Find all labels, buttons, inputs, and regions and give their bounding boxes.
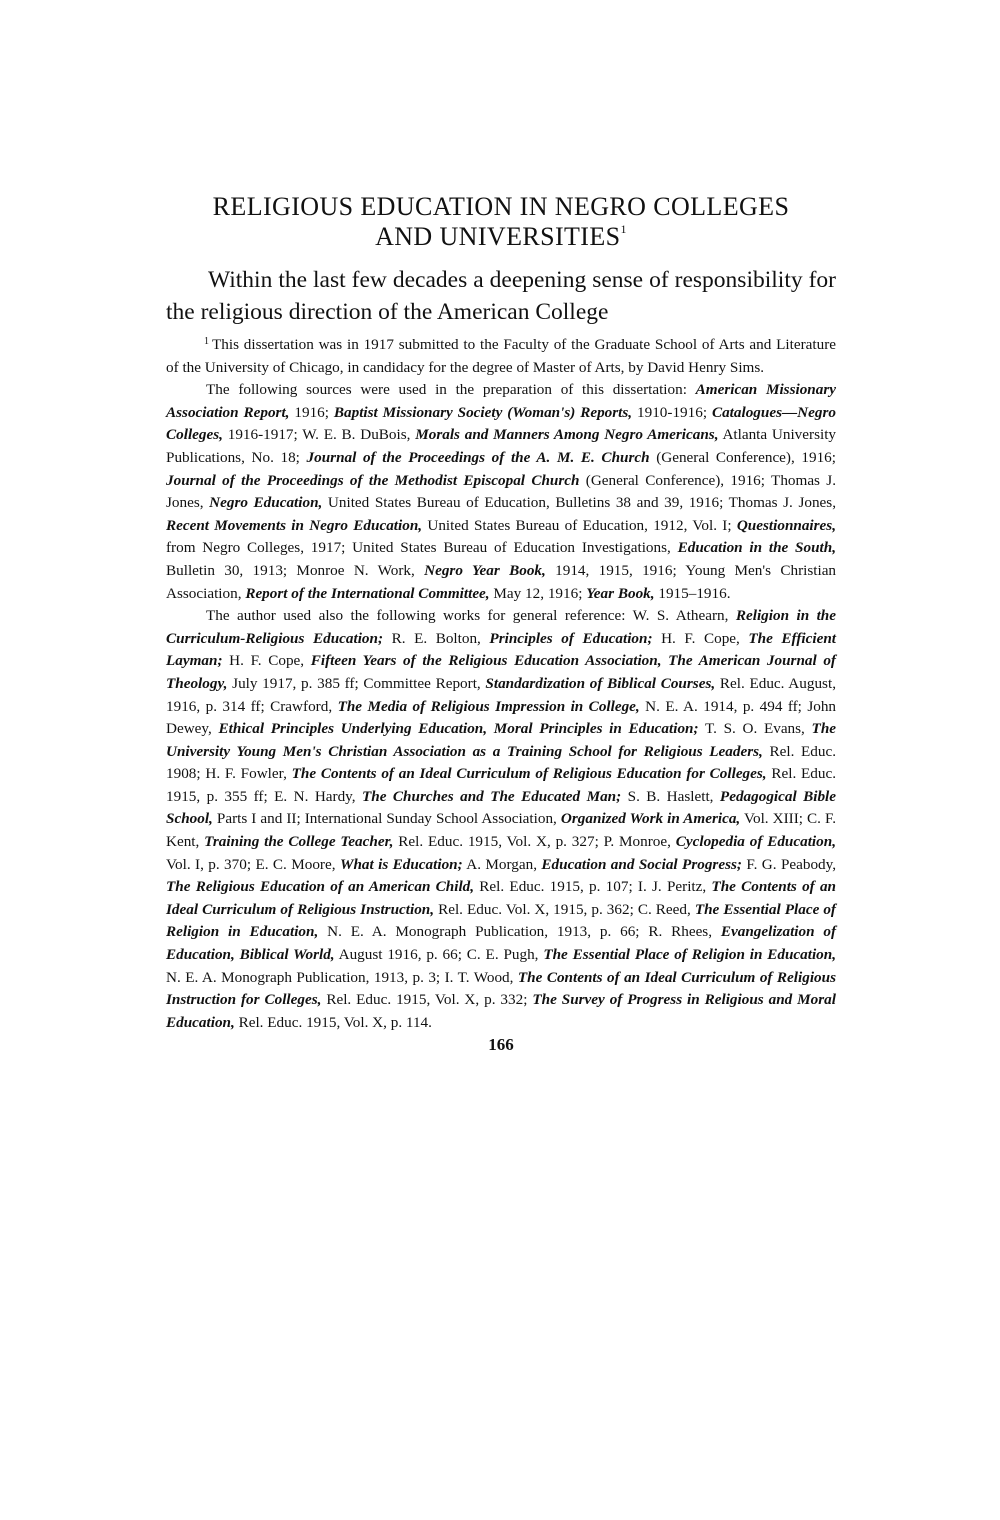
cited-title: Religion in the Curriculum-Religious Education;: [166, 607, 836, 647]
citation-text: 1916;: [294, 403, 329, 421]
cited-title: The Contents of an Ideal Curriculum of Religious Instruction,: [166, 878, 836, 918]
cited-title: Catalogues—Negro Colleges,: [166, 403, 836, 444]
footnote-marker: 1: [204, 336, 209, 347]
cited-title: The Contents of an Ideal Curriculum of Religious Education for Colleges,: [291, 765, 767, 783]
citation-text: Vol. XIII; C. F. Kent,: [166, 810, 837, 851]
citation-text: Bulletin 30, 1913; Monroe N. Work,: [166, 561, 415, 579]
citation-text: R. E. Bolton,: [391, 629, 481, 647]
citation-text: Rel. Educ. 1915, p. 355 ff; E. N. Hardy,: [166, 765, 837, 805]
cited-title: Morals and Manners Among Negro Americans,: [415, 426, 719, 444]
cited-title: Year Book,: [586, 584, 655, 602]
citation-text: Rel. Educ. 1915, Vol. X, p. 114.: [238, 1013, 432, 1031]
intro-paragraph: Within the last few decades a deepening sense of responsibility for the religious direction of the American College: [166, 267, 836, 325]
title-line-1: RELIGIOUS EDUCATION IN NEGRO COLLEGES: [212, 192, 790, 221]
cited-title: What is Education;: [339, 855, 463, 873]
citation-text: H. F. Cope,: [661, 629, 740, 647]
citation-text: 1910-1916;: [637, 403, 708, 421]
cited-title: American Missionary Association Report,: [166, 381, 836, 421]
citation-text: 1914, 1915, 1916; Young Men's Christian Association,: [166, 561, 837, 602]
citation-text: August 1916, p. 66; C. E. Pugh,: [338, 946, 539, 964]
cited-title: The University Young Men's Christian Association as a Training School for Religious Leaders,: [166, 720, 837, 760]
cited-title: Education in the South,: [677, 539, 837, 557]
cited-title: The Efficient Layman;: [166, 629, 836, 670]
cited-title: The Essential Place of Religion in Education,: [543, 946, 837, 964]
citation-text: N. E. A. Monograph Publication, 1913, p. 3; I. T. Wood,: [166, 968, 514, 986]
cited-title: The Media of Religious Impression in College,: [337, 697, 640, 715]
cited-title: Education and Social Progress;: [541, 855, 742, 873]
cited-title: Evangelization of Education, Biblical World,: [166, 923, 837, 964]
cited-title: Cyclopedia of Education,: [675, 833, 836, 851]
cited-title: The Churches and The Educated Man;: [362, 787, 622, 805]
citation-text: United States Bureau of Education, Bulletins 38 and 39, 1916; Thomas J. Jones,: [327, 494, 836, 512]
citation-text: The author used also the following works for general reference: W. S. Athearn,: [206, 607, 729, 625]
citation-text: Rel. Educ. 1915, p. 107; I. J. Peritz,: [479, 878, 707, 896]
cited-title: Organized Work in America,: [560, 810, 741, 828]
citation-text: N. E. A. 1914, p. 494 ff; John Dewey,: [166, 697, 837, 738]
citation-text: (General Conference), 1916;: [656, 448, 836, 466]
citation-text: N. E. A. Monograph Publication, 1913, p. 66; R. Rhees,: [327, 923, 713, 941]
cited-title: Standardization of Biblical Courses,: [485, 674, 716, 692]
citation-text: F. G. Peabody,: [746, 855, 837, 873]
citation-text: The following sources were used in the preparation of this dissertation:: [206, 381, 687, 399]
citation-text: July 1917, p. 385 ff; Committee Report,: [232, 674, 481, 692]
cited-title: Report of the International Committee,: [245, 584, 490, 602]
cited-title: Negro Year Book,: [424, 561, 546, 579]
citation-text: Rel. Educ. 1915, Vol. X, p. 327; P. Monroe,: [398, 833, 671, 851]
citation-text: Parts I and II; International Sunday School Association,: [216, 810, 557, 828]
citation-text: Rel. Educ. 1915, Vol. X, p. 332;: [326, 991, 528, 1009]
cited-title: Journal of the Proceedings of the Methodist Episcopal Church: [166, 471, 580, 489]
cited-title: The Survey of Progress in Religious and Moral Education,: [166, 991, 836, 1031]
citation-text: S. B. Haslett,: [627, 787, 714, 805]
cited-title: Recent Movements in Negro Education,: [166, 516, 423, 534]
cited-title: Pedagogical Bible School,: [166, 787, 837, 828]
citation-text: Atlanta University Publications, No. 18;: [166, 426, 837, 466]
footnotes: [166, 334, 836, 1034]
references-paragraph: [166, 605, 836, 1034]
cited-title: The Religious Education of an American Child,: [166, 878, 475, 896]
citation-text: Vol. I, p. 370; E. C. Moore,: [166, 855, 336, 873]
cited-title: Baptist Missionary Society (Woman's) Reports,: [333, 403, 633, 421]
article-title: [166, 192, 836, 252]
footnote-1: [166, 334, 836, 379]
cited-title: Journal of the Proceedings of the A. M. E. Church: [306, 448, 650, 466]
page-number: 166: [488, 1035, 514, 1055]
citation-text: 1915–1916.: [658, 584, 731, 602]
citation-text: Rel. Educ. 1908; H. F. Fowler,: [166, 742, 837, 783]
sources-paragraph: [166, 379, 836, 605]
cited-title: Ethical Principles Underlying Education, Moral Principles in Education;: [218, 720, 699, 738]
cited-title: Fifteen Years of the Religious Education Association, The American Journal of Theology,: [166, 652, 836, 692]
cited-title: The Contents of an Ideal Curriculum of Religious Instruction for Colleges,: [166, 968, 836, 1009]
title-line-2: AND UNIVERSITIES: [375, 222, 621, 251]
cited-title: Questionnaires,: [736, 516, 837, 534]
citation-text: A. Morgan,: [466, 855, 538, 873]
cited-title: The Essential Place of Religion in Education,: [166, 900, 836, 941]
citation-text: United States Bureau of Education, 1912, Vol. I;: [427, 516, 732, 534]
citation-text: (General Conference), 1916; Thomas J. Jones,: [166, 471, 836, 512]
footnote-text: This dissertation was in 1917 submitted to the Faculty of the Graduate School of Arts and Literature of the University of Chicago, in candidacy for the degree of Master of Arts, by David Henry Sims.: [166, 336, 836, 376]
citation-text: from Negro Colleges, 1917; United States Bureau of Education Investigations,: [166, 539, 671, 557]
citation-text: May 12, 1916;: [493, 584, 583, 602]
citation-text: 1916-1917; W. E. B. DuBois,: [227, 426, 411, 444]
cited-title: Training the College Teacher,: [204, 833, 394, 851]
page: [166, 192, 836, 1055]
title-footnote-marker: 1: [620, 222, 627, 236]
cited-title: Principles of Education;: [489, 629, 653, 647]
citation-text: Rel. Educ. Vol. X, 1915, p. 362; C. Reed,: [438, 900, 691, 918]
citation-text: Rel. Educ. August, 1916, p. 314 ff; Crawford,: [166, 674, 836, 715]
citation-text: H. F. Cope,: [229, 652, 305, 670]
citation-text: T. S. O. Evans,: [704, 720, 805, 738]
cited-title: Negro Education,: [209, 494, 323, 512]
